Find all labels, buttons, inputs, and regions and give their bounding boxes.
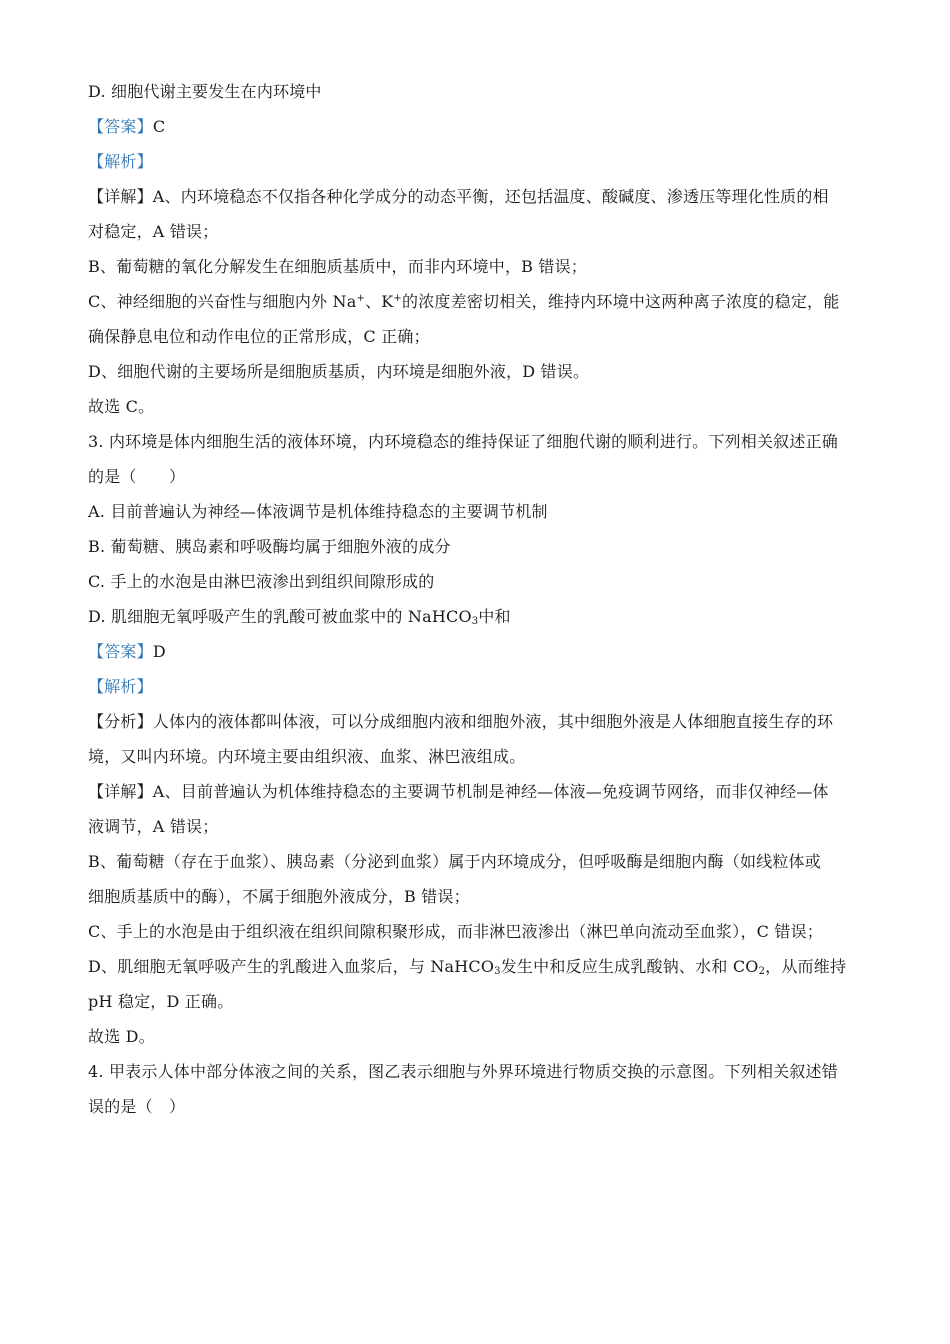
q2-detail-c-line1 [88, 284, 860, 319]
q3-analysis-label: 【解析】 [88, 677, 153, 696]
q3-answer [88, 634, 860, 669]
q3-option-a: A. 目前普遍认为神经—体液调节是机体维持稳态的主要调节机制 [88, 502, 548, 521]
answer-label: 【答案】 [88, 117, 153, 136]
text-segment: C、神经细胞的兴奋性与细胞内外 Na [88, 292, 357, 311]
q3-detail-a-line2: 液调节，A 错误； [88, 817, 219, 836]
superscript: + [393, 293, 403, 304]
q2-conclusion: 故选 C。 [88, 397, 155, 416]
text-segment: 、K [365, 292, 394, 311]
q4-stem-line1: 4. 甲表示人体中部分体液之间的关系，图乙表示细胞与外界环境进行物质交换的示意图。下列相关叙述错 [88, 1062, 838, 1081]
q3-detail-a-line1: 【详解】A、目前普遍认为机体维持稳态的主要调节机制是神经—体液—免疫调节网络，而非仅神经—体 [88, 782, 829, 801]
text-segment: D. 肌细胞无氧呼吸产生的乳酸可被血浆中的 NaHCO [88, 607, 472, 626]
q2-detail-b: B、葡萄糖的氧化分解发生在细胞质基质中，而非内环境中，B 错误； [88, 257, 588, 276]
q3-option-c: C. 手上的水泡是由淋巴液渗出到组织间隙形成的 [88, 572, 435, 591]
subscript: 3 [471, 616, 479, 627]
q3-option-d [88, 599, 860, 634]
q3-detail-d-line2: pH 稳定，D 正确。 [88, 992, 234, 1011]
text-segment: 中和 [478, 607, 511, 626]
q2-detail-d: D、细胞代谢的主要场所是细胞质基质，内环境是细胞外液，D 错误。 [88, 362, 590, 381]
superscript: + [356, 293, 366, 304]
answer-label: 【答案】 [88, 642, 153, 661]
answer-value: C [152, 117, 166, 136]
subscript: 3 [494, 966, 501, 977]
q4-stem-line2: 误的是（ ） [88, 1097, 186, 1116]
text-segment: D、肌细胞无氧呼吸产生的乳酸进入血浆后，与 NaHCO [88, 957, 495, 976]
text-segment: 的浓度差密切相关，维持内环境中这两种离子浓度的稳定，能 [402, 292, 840, 311]
q2-answer [88, 109, 860, 144]
q2-detail-a-line1: 【详解】A、内环境稳态不仅指各种化学成分的动态平衡，还包括温度、酸碱度、渗透压等理化性质的相 [88, 187, 829, 206]
q2-detail-c-line2: 确保静息电位和动作电位的正常形成，C 正确； [88, 327, 430, 346]
q3-detail-c: C、手上的水泡是由于组织液在组织间隙积聚形成，而非淋巴液渗出（淋巴单向流动至血浆），C 错误； [88, 922, 823, 941]
q3-detail-b-line1: B、葡萄糖（存在于血浆）、胰岛素（分泌到血浆）属于内环境成分，但呼吸酶是细胞内酶（如线粒体或 [88, 852, 821, 871]
q3-detail-b-line2: 细胞质基质中的酶），不属于细胞外液成分，B 错误； [88, 887, 470, 906]
text-segment: 发生中和反应生成乳酸钠、水和 CO [500, 957, 759, 976]
q2-option-d: D. 细胞代谢主要发生在内环境中 [88, 82, 322, 101]
q3-option-b: B. 葡萄糖、胰岛素和呼吸酶均属于细胞外液的成分 [88, 537, 451, 556]
text-segment: ，从而维持 [765, 957, 847, 976]
q2-analysis-label: 【解析】 [88, 152, 153, 171]
q3-conclusion: 故选 D。 [88, 1027, 155, 1046]
answer-value: D [152, 642, 166, 661]
subscript: 2 [758, 966, 766, 977]
q2-detail-a-line2: 对稳定，A 错误； [88, 222, 219, 241]
q3-analysis-line2: 境，又叫内环境。内环境主要由组织液、血浆、淋巴液组成。 [88, 747, 526, 766]
q3-stem-line2: 的是（ ） [88, 467, 186, 486]
q3-stem-line1: 3. 内环境是体内细胞生活的液体环境，内环境稳态的维持保证了细胞代谢的顺利进行。下列相关叙述正确 [88, 432, 838, 451]
q3-analysis-line1: 【分析】人体内的液体都叫体液，可以分成细胞内液和细胞外液，其中细胞外液是人体细胞直接生存的环 [88, 712, 834, 731]
document-page [88, 74, 860, 1124]
q3-detail-d-line1 [88, 949, 860, 984]
